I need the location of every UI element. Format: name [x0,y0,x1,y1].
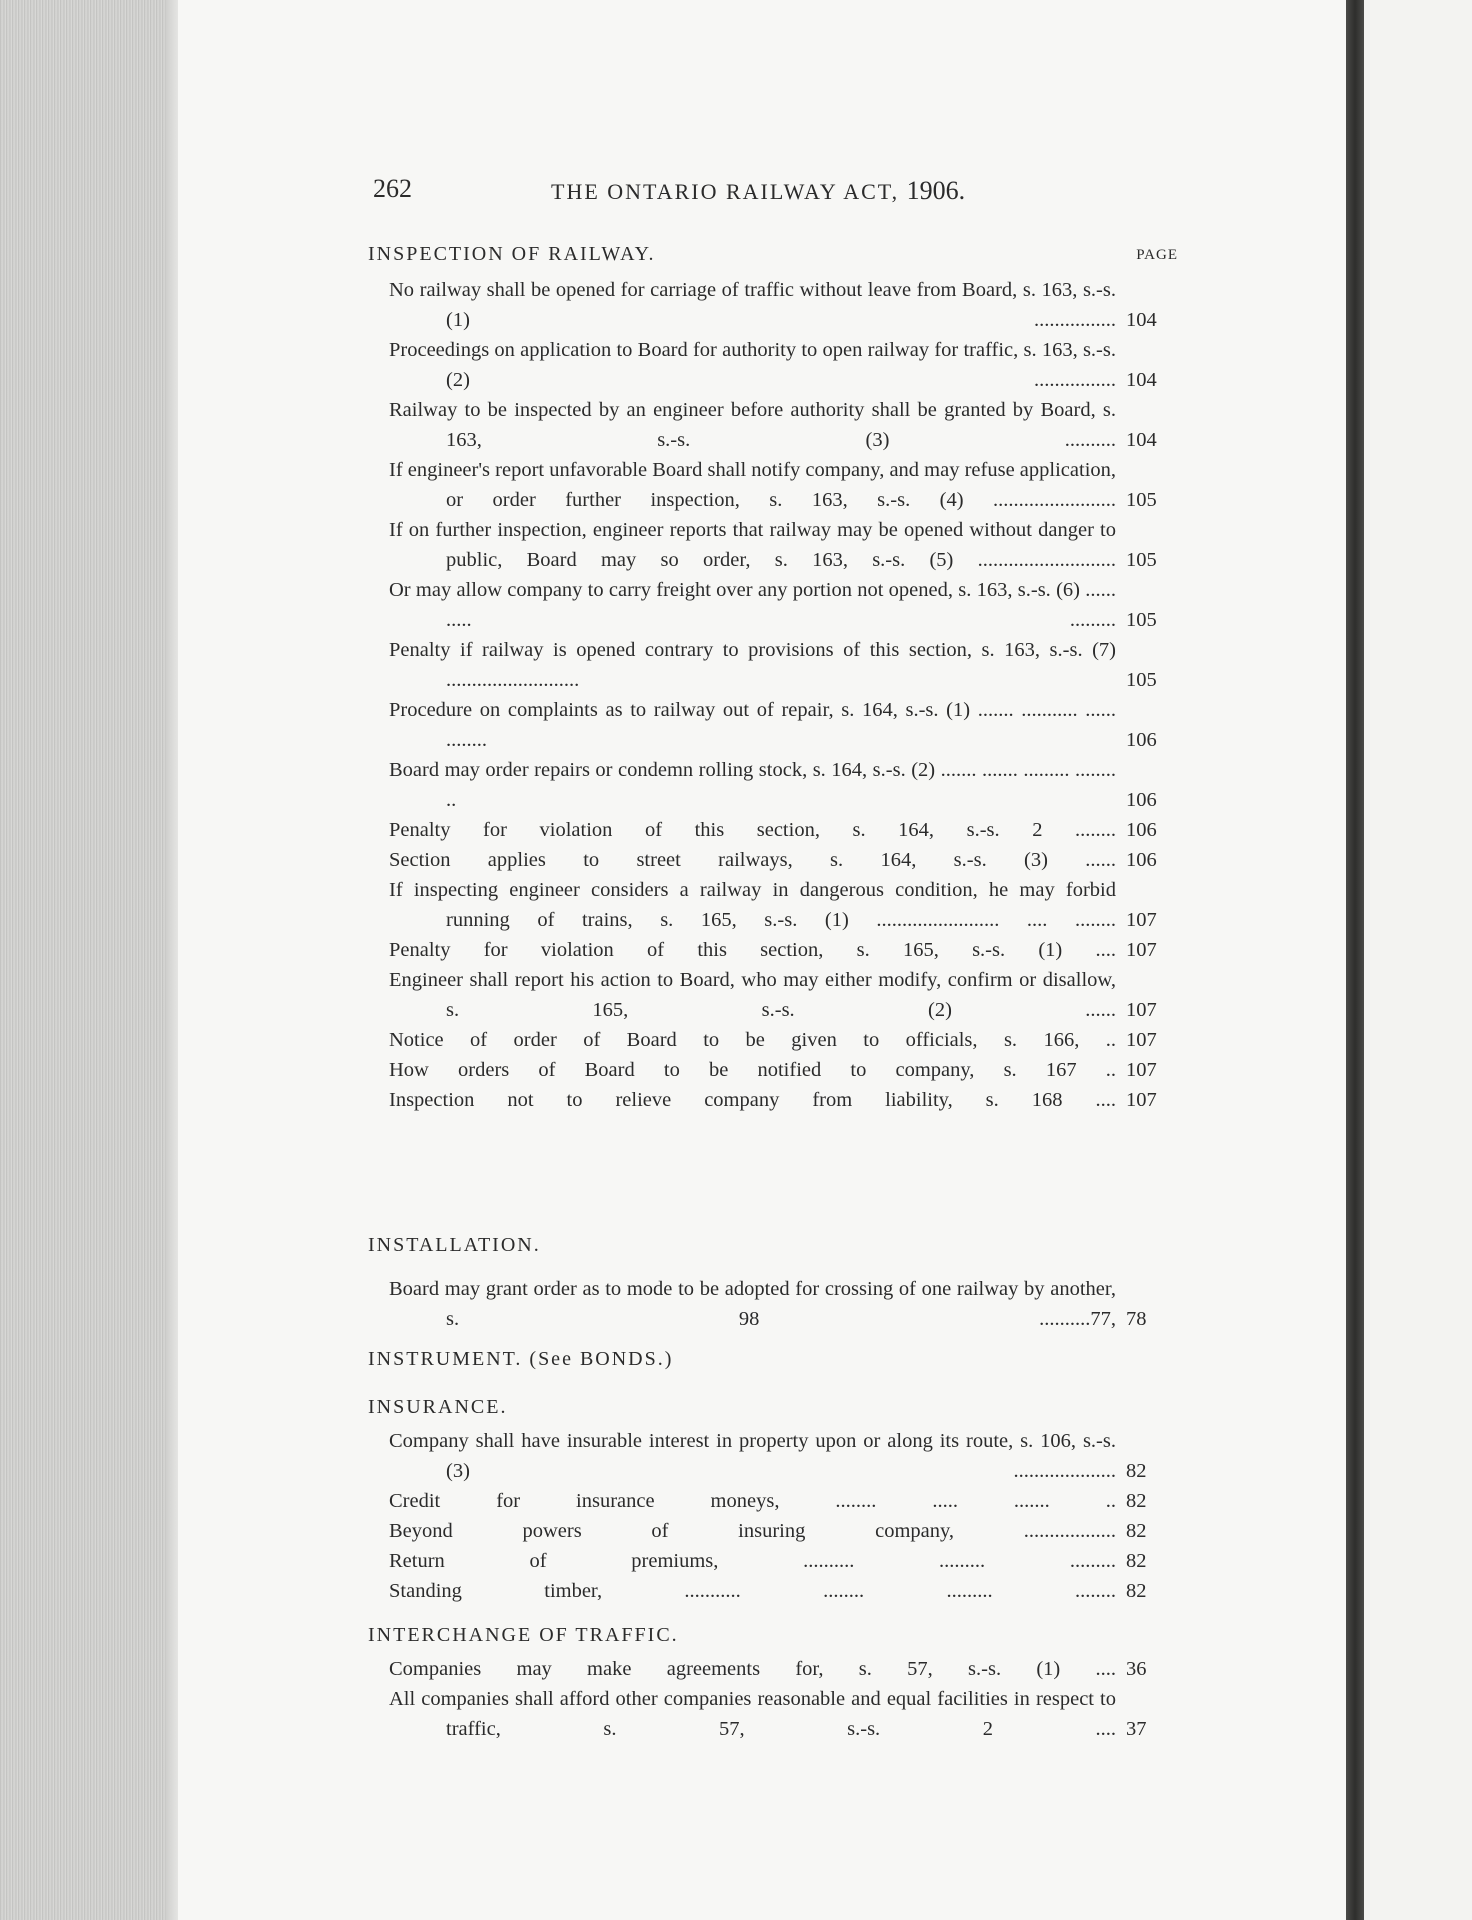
entry-text: Companies may make agreements for, s. 57, s.-s. (1) .... [389,1658,1116,1680]
entry-text: Penalty for violation of this section, s. 165, s.-s. (1) .... [389,939,1116,961]
entry-text: Beyond powers of insuring company, .................. [389,1520,1116,1542]
entry-page: 78 [1126,1308,1147,1330]
entry-text: Proceedings on application to Board for authority to open railway for traffic, s. 163, s.-s. (2) ................ [389,339,1116,391]
entry-page: 107 [1126,909,1157,931]
index-entry [368,1576,1178,1606]
section-heading [368,1396,1178,1426]
entry-page: 106 [1126,819,1157,841]
index-entry [368,965,1178,1025]
entry-text: How orders of Board to be notified to company, s. 167 .. [389,1059,1116,1081]
section-interchange-of-traffic [368,1624,1178,1744]
entry-page: 82 [1126,1490,1147,1512]
entry-list [368,275,1178,1115]
section-inspection-of-railway [368,243,1178,1115]
entry-page: 104 [1126,369,1157,391]
section-heading-text: INSTALLATION. [368,1234,541,1256]
entry-list [368,1654,1178,1744]
running-title-text: THE ONTARIO RAILWAY ACT, [551,179,900,204]
entry-text: Railway to be inspected by an engineer before authority shall be granted by Board, s. 163, s.-s. (3) .......... [389,399,1116,451]
index-entry [368,845,1178,875]
index-entry [368,1546,1178,1576]
entry-page: 107 [1126,1029,1157,1051]
entry-page: 107 [1126,1059,1157,1081]
entry-text: Penalty if railway is opened contrary to provisions of this section, s. 163, s.-s. (7) .......................... [389,639,1116,691]
entry-text: If on further inspection, engineer reports that railway may be opened without danger to public, Board may so order, s. 163, s.-s. (5) ........................... [389,519,1116,571]
entry-page: 106 [1126,849,1157,871]
index-entry [368,1654,1178,1684]
entry-page: 82 [1126,1550,1147,1572]
section-heading [368,243,1178,273]
section-heading [368,1234,1178,1264]
entry-text: If engineer's report unfavorable Board shall notify company, and may refuse application, or order further inspection, s. 163, s.-s. (4) ........................ [389,459,1117,511]
entry-text: Credit for insurance moneys, ........ ..... ....... .. [389,1490,1116,1512]
section-heading-text: INSTRUMENT. (See BONDS.) [368,1348,674,1370]
entry-page: 106 [1126,729,1157,751]
entry-list [368,1426,1178,1606]
index-entry [368,1426,1178,1486]
book-spine [1346,0,1364,1920]
entry-text: Inspection not to relieve company from liability, s. 168 .... [389,1089,1116,1111]
index-entry [368,275,1178,335]
index-entry [368,395,1178,455]
page-stack-edges [0,0,180,1920]
section-insurance [368,1396,1178,1606]
entry-text: Or may allow company to carry freight over any portion not opened, s. 163, s.-s. (6) ...... ..... ......... [389,579,1116,631]
entry-text: Company shall have insurable interest in property upon or along its route, s. 106, s.-s. (3) .................... [389,1430,1116,1482]
index-entry [368,695,1178,755]
index-entry [368,1516,1178,1546]
entry-page: 107 [1126,999,1157,1021]
index-entry [368,575,1178,635]
index-entry [368,755,1178,815]
section-heading-text: INSURANCE. [368,1396,508,1418]
entry-page: 82 [1126,1580,1147,1602]
entry-page: 107 [1126,1089,1157,1111]
entry-page: 105 [1126,669,1157,691]
index-entry [368,935,1178,965]
section-heading [368,1624,1178,1654]
index-entry [368,455,1178,515]
entry-page: 105 [1126,489,1157,511]
entry-text: If inspecting engineer considers a railway in dangerous condition, he may forbid running of trains, s. 165, s.-s. (1) ........................ .... ........ [389,879,1116,931]
entry-page: 105 [1126,609,1157,631]
index-entry [368,515,1178,575]
section-heading [368,1348,1178,1378]
section-heading-text: INSPECTION OF RAILWAY. [368,243,656,265]
entry-page: 104 [1126,429,1157,451]
page-column-label: PAGE [1136,247,1178,263]
entry-text: Notice of order of Board to be given to officials, s. 166, .. [389,1029,1116,1051]
running-head [373,174,1023,214]
section-heading-text: INTERCHANGE OF TRAFFIC. [368,1624,679,1646]
entry-text: Engineer shall report his action to Board, who may either modify, confirm or disallow, s. 165, s.-s. (2) ...... [389,969,1116,1021]
index-entry [368,815,1178,845]
index-entry [368,1025,1178,1055]
running-title-year: 1906. [906,176,966,205]
entry-text: All companies shall afford other companies reasonable and equal facilities in respect to traffic, s. 57, s.-s. 2 .... [389,1688,1116,1740]
index-entry [368,335,1178,395]
entry-text: Board may order repairs or condemn rolling stock, s. 164, s.-s. (2) ....... ....... ......... ........ .. [389,759,1116,811]
entry-list [368,1274,1178,1334]
entry-text: No railway shall be opened for carriage of traffic without leave from Board, s. 163, s.-s. (1) ................ [389,279,1116,331]
entry-text: Board may grant order as to mode to be adopted for crossing of one railway by another, s. 98 ..........77, [389,1278,1116,1330]
entry-text: Penalty for violation of this section, s. 164, s.-s. 2 ........ [389,819,1116,841]
index-entry [368,1684,1178,1744]
index-entry [368,1055,1178,1085]
index-entry [368,1486,1178,1516]
index-entry [368,1274,1178,1334]
entry-page: 107 [1126,939,1157,961]
facing-page-margin [1364,0,1472,1920]
index-entry [368,1085,1178,1115]
entry-page: 36 [1126,1658,1147,1680]
entry-page: 104 [1126,309,1157,331]
entry-page: 82 [1126,1460,1147,1482]
entry-text: Standing timber, ........... ........ ......... ........ [389,1580,1116,1602]
running-title [551,176,965,206]
entry-page: 106 [1126,789,1157,811]
index-entry [368,875,1178,935]
section-installation [368,1234,1178,1334]
entry-page: 82 [1126,1520,1147,1542]
index-entry [368,635,1178,695]
entry-text: Return of premiums, .......... ......... ......... [389,1550,1116,1572]
page-number: 262 [373,174,412,203]
entry-text: Procedure on complaints as to railway out of repair, s. 164, s.-s. (1) ....... ........... ...... ........ [389,699,1116,751]
entry-text: Section applies to street railways, s. 164, s.-s. (3) ...... [389,849,1116,871]
entry-page: 37 [1126,1718,1147,1740]
section-instrument [368,1348,1178,1378]
entry-page: 105 [1126,549,1157,571]
